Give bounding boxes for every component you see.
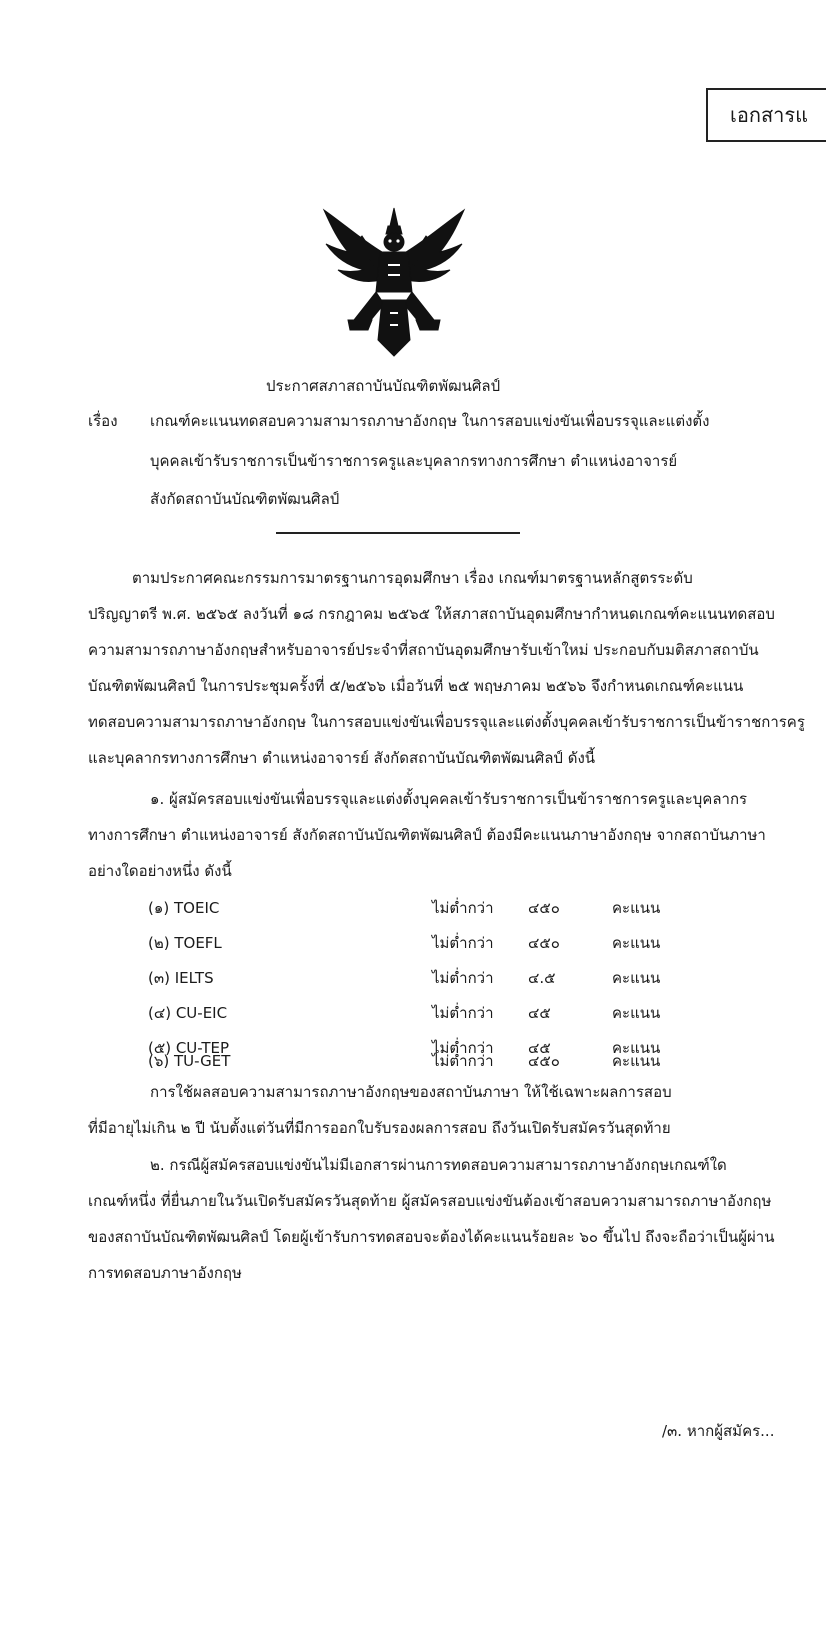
score-value: ๔๕ <box>528 1004 551 1022</box>
score-value: ๔๕๐ <box>528 934 560 952</box>
intro-line: ความสามารถภาษาอังกฤษสำหรับอาจารย์ประจำที่สถาบันอุดมศึกษารับเข้าใหม่ ประกอบกับมติสภาสถาบัน <box>88 641 759 659</box>
score-value: ๔๕ <box>528 1039 551 1057</box>
document-tag: เอกสารแ <box>706 88 826 142</box>
score-row <box>0 893 800 923</box>
score-unit: คะแนน <box>612 969 661 987</box>
item2-line: ๒. กรณีผู้สมัครสอบแข่งขันไม่มีเอกสารผ่านการทดสอบความสามารถภาษาอังกฤษเกณฑ์ใด <box>150 1156 727 1174</box>
intro-line: ทดสอบความสามารถภาษาอังกฤษ ในการสอบแข่งขันเพื่อบรรจุและแต่งตั้งบุคคลเข้ารับราชการเป็นข้าราชการครู <box>88 713 805 731</box>
score-unit: คะแนน <box>612 1052 661 1070</box>
intro-line: บัณฑิตพัฒนศิลป์ ในการประชุมครั้งที่ ๕/๒๕๖๖ เมื่อวันที่ ๒๕ พฤษภาคม ๒๕๖๖ จึงกำหนดเกณฑ์คะแนน <box>88 677 744 695</box>
score-row <box>0 1046 800 1076</box>
score-row <box>0 928 800 958</box>
intro-line: ตามประกาศคณะกรรมการมาตรฐานการอุดมศึกษา เรื่อง เกณฑ์มาตรฐานหลักสูตรระดับ <box>132 569 693 587</box>
subject-line: เกณฑ์คะแนนทดสอบความสามารถภาษาอังกฤษ ในการสอบแข่งขันเพื่อบรรจุและแต่งตั้ง <box>150 412 710 430</box>
item2-line: เกณฑ์หนึ่ง ที่ยื่นภายในวันเปิดรับสมัครวันสุดท้าย ผู้สมัครสอบแข่งขันต้องเข้าสอบความสามารถภาษาอังกฤษ <box>88 1192 772 1210</box>
score-condition: ไม่ต่ำกว่า <box>432 1039 494 1057</box>
item1-line: ๑. ผู้สมัครสอบแข่งขันเพื่อบรรจุและแต่งตั้งบุคคลเข้ารับราชการเป็นข้าราชการครูและบุคลากร <box>150 790 748 808</box>
score-condition: ไม่ต่ำกว่า <box>432 1052 494 1070</box>
score-condition: ไม่ต่ำกว่า <box>432 1004 494 1022</box>
score-test-name: (๖) TU-GET <box>148 1052 231 1070</box>
item1-line: อย่างใดอย่างหนึ่ง ดังนี้ <box>88 862 232 880</box>
intro-line: และบุคลากรทางการศึกษา ตำแหน่งอาจารย์ สังกัดสถาบันบัณฑิตพัฒนศิลป์ ดังนี้ <box>88 749 596 767</box>
validity-line: ที่มีอายุไม่เกิน ๒ ปี นับตั้งแต่วันที่มีการออกใบรับรองผลการสอบ ถึงวันเปิดรับสมัครวันสุดท้าย <box>88 1119 671 1137</box>
score-unit: คะแนน <box>612 899 661 917</box>
score-test-name: (๕) CU-TEP <box>148 1039 229 1057</box>
score-condition: ไม่ต่ำกว่า <box>432 934 494 952</box>
score-condition: ไม่ต่ำกว่า <box>432 899 494 917</box>
garuda-emblem-icon <box>318 200 470 360</box>
subject-line: สังกัดสถาบันบัณฑิตพัฒนศิลป์ <box>150 490 340 508</box>
validity-line: การใช้ผลสอบความสามารถภาษาอังกฤษของสถาบันภาษา ให้ใช้เฉพาะผลการสอบ <box>150 1083 672 1101</box>
score-row <box>0 998 800 1028</box>
score-test-name: (๑) TOEIC <box>148 899 220 917</box>
divider-line <box>276 532 520 534</box>
score-value: ๔๕๐ <box>528 899 560 917</box>
score-test-name: (๔) CU-EIC <box>148 1004 228 1022</box>
score-value: ๔.๕ <box>528 969 556 987</box>
score-test-name: (๒) TOEFL <box>148 934 222 952</box>
score-condition: ไม่ต่ำกว่า <box>432 969 494 987</box>
subject-label: เรื่อง <box>88 412 118 430</box>
subject-line: บุคคลเข้ารับราชการเป็นข้าราชการครูและบุคลากรทางการศึกษา ตำแหน่งอาจารย์ <box>150 452 678 470</box>
item2-line: ของสถาบันบัณฑิตพัฒนศิลป์ โดยผู้เข้ารับการทดสอบจะต้องได้คะแนนร้อยละ ๖๐ ขึ้นไป ถึงจะถือว่าเป็นผู้ผ่าน <box>88 1228 775 1246</box>
continuation-note: /๓. หากผู้สมัคร... <box>662 1422 775 1440</box>
score-unit: คะแนน <box>612 1004 661 1022</box>
score-value: ๔๕๐ <box>528 1052 560 1070</box>
score-row <box>0 963 800 993</box>
score-unit: คะแนน <box>612 1039 661 1057</box>
item2-line: การทดสอบภาษาอังกฤษ <box>88 1264 242 1282</box>
score-test-name: (๓) IELTS <box>148 969 214 987</box>
issuer-title: ประกาศสภาสถาบันบัณฑิตพัฒนศิลป์ <box>266 377 501 395</box>
intro-line: ปริญญาตรี พ.ศ. ๒๕๖๕ ลงวันที่ ๑๘ กรกฎาคม ๒๕๖๕ ให้สภาสถาบันอุดมศึกษากำหนดเกณฑ์คะแนนทดสอบ <box>88 605 775 623</box>
item1-line: ทางการศึกษา ตำแหน่งอาจารย์ สังกัดสถาบันบัณฑิตพัฒนศิลป์ ต้องมีคะแนนภาษาอังกฤษ จากสถาบันภาษา <box>88 826 766 844</box>
score-unit: คะแนน <box>612 934 661 952</box>
